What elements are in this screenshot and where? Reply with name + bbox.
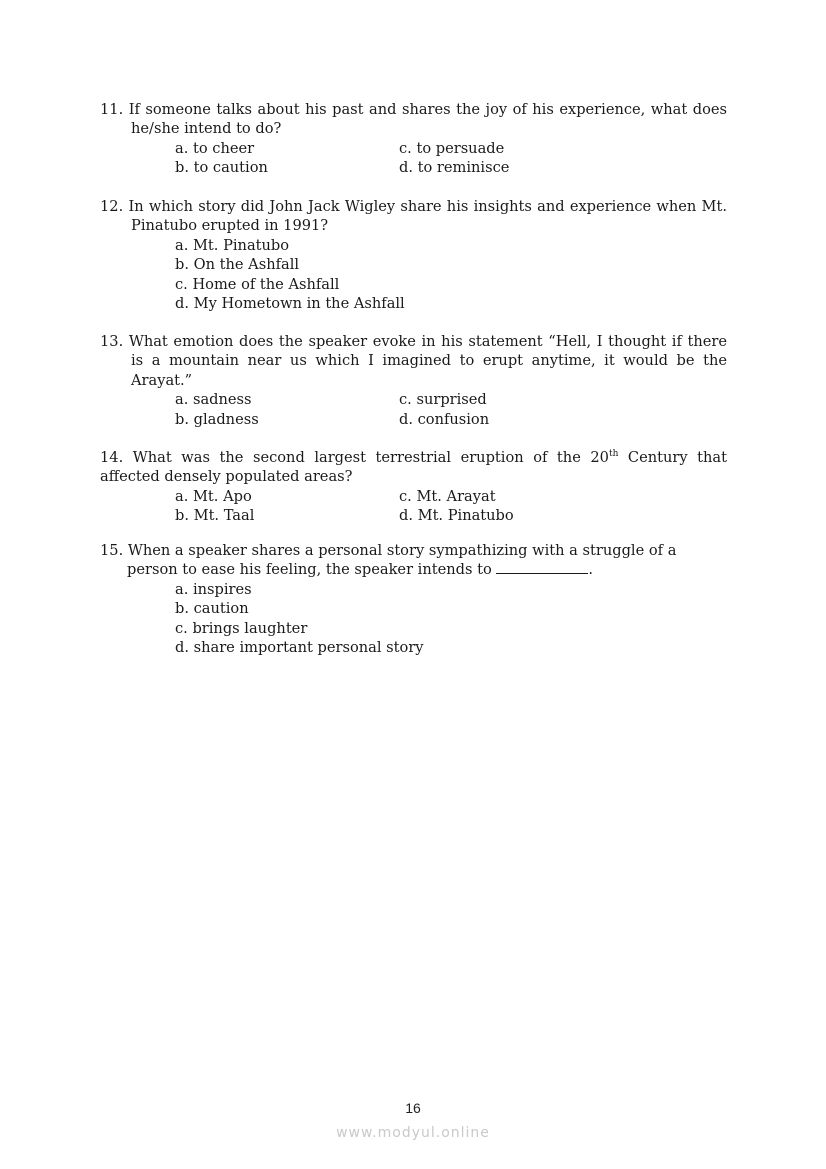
question-14 — [100, 448, 727, 526]
option-d: d. My Hometown in the Ashfall — [175, 295, 405, 313]
option-c: c. Home of the Ashfall — [175, 275, 340, 293]
options — [175, 139, 727, 178]
option-d: d. share important personal story — [175, 639, 424, 657]
option-b: b. to caution — [175, 159, 268, 177]
option-b: b. On the Ashfall — [175, 256, 300, 274]
options — [175, 236, 727, 314]
option-d: d. confusion — [399, 410, 490, 428]
option-a: a. inspires — [175, 580, 252, 598]
option-a: a. to cheer — [175, 139, 255, 157]
options — [175, 390, 727, 429]
question-text: 12. In which story did John Jack Wigley share his insights and experience when Mt. Pinatubo erupted in 1991? — [100, 198, 727, 235]
page-number: 16 — [405, 1100, 421, 1116]
watermark: www.modyul.online — [336, 1125, 490, 1141]
option-d: d. to reminisce — [399, 159, 510, 177]
option-c: c. to persuade — [399, 139, 505, 157]
question-15 — [100, 541, 700, 657]
question-text: 14. What was the second largest terrestrial eruption of the 20th Century that affected densely populated areas? — [100, 449, 727, 486]
options — [175, 487, 727, 526]
question-text: 11. If someone talks about his past and shares the joy of his experience, what does he/she intend to do? — [100, 101, 727, 138]
question-text: 15. When a speaker shares a personal story sympathizing with a struggle of a person to ease his feeling, the speaker intends to . — [100, 542, 677, 579]
option-b: b. caution — [175, 600, 249, 618]
question-text: 13. What emotion does the speaker evoke in his statement “Hell, I thought if there is a mountain near us which I imagined to erupt anytime, it would be the Arayat.” — [100, 333, 727, 389]
answer-blank — [496, 560, 588, 574]
option-b: b. Mt. Taal — [175, 507, 255, 525]
option-a: a. Mt. Pinatubo — [175, 236, 290, 254]
options — [175, 580, 700, 658]
option-c: c. surprised — [399, 391, 487, 409]
question-12 — [100, 197, 727, 313]
option-a: a. sadness — [175, 391, 252, 409]
superscript-th: th — [608, 449, 619, 459]
option-c: c. Mt. Arayat — [399, 487, 496, 505]
option-b: b. gladness — [175, 410, 259, 428]
option-a: a. Mt. Apo — [175, 487, 252, 505]
option-c: c. brings laughter — [175, 619, 308, 637]
option-d: d. Mt. Pinatubo — [399, 507, 514, 525]
question-11 — [100, 100, 727, 178]
question-13 — [100, 332, 727, 429]
